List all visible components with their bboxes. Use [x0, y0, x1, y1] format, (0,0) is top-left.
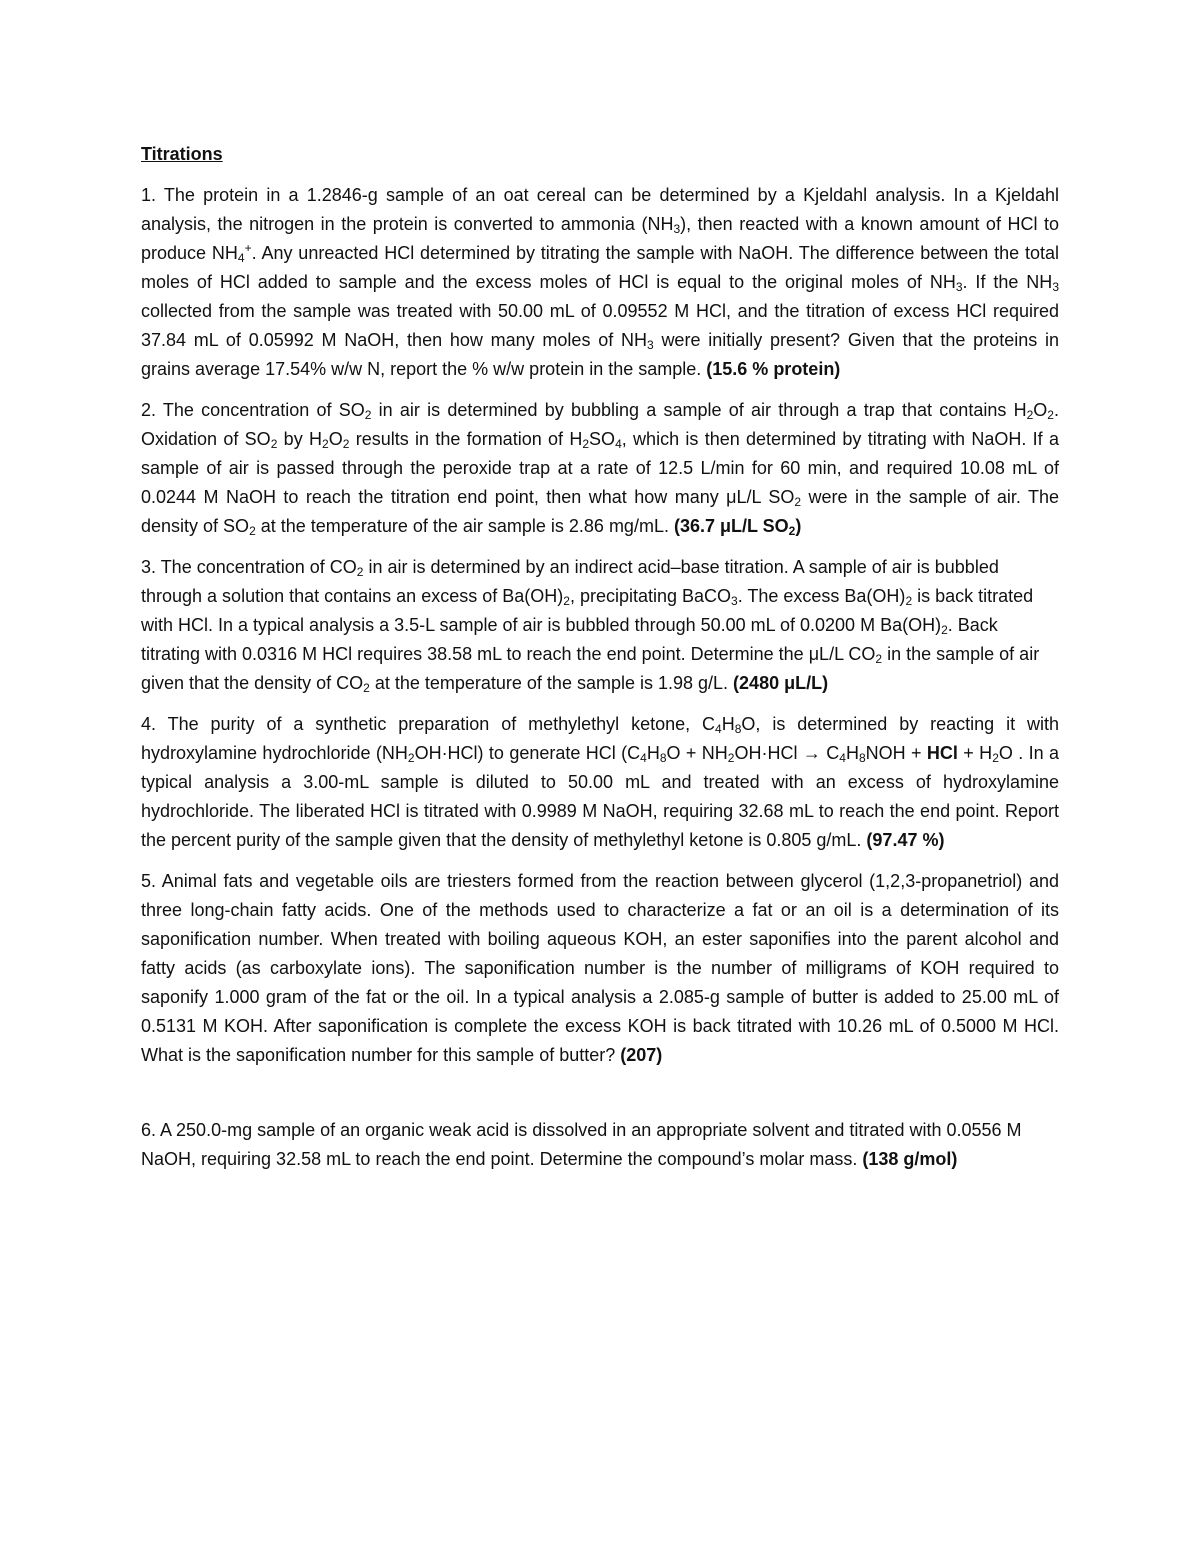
- subscript: 2: [992, 751, 999, 765]
- subscript: 3: [955, 280, 963, 294]
- subscript: 2: [322, 437, 329, 451]
- subscript: 4: [237, 251, 245, 265]
- subscript: 8: [858, 751, 866, 765]
- subscript: 2: [941, 623, 948, 637]
- problem-text: . Back titrating with 0.0316 M HCl requires 38.58 mL to reach the end point. Determine the μL/L CO: [141, 615, 998, 664]
- subscript: 2: [270, 437, 278, 451]
- subscript: 4: [839, 751, 846, 765]
- problem-text: The protein in a 1.2846-g sample of an oat cereal can be determined by a Kjeldahl analysis. In a Kjeldahl analysis, the nitrogen in the protein is converted to ammonia (NH: [141, 185, 1059, 234]
- subscript: 3: [646, 338, 654, 352]
- problem-text: . If the NH: [962, 272, 1053, 292]
- problem-text: SO: [589, 429, 616, 449]
- problem-text: + H: [957, 743, 993, 763]
- problem-text: collected from the sample was treated with 50.00 mL of 0.09552 M HCl, and the titration of excess HCl required 37.84 mL of 0.05992 M NaOH, then how many moles of NH: [141, 301, 1059, 350]
- problem-text: , precipitating BaCO: [569, 586, 732, 606]
- problem-text: Animal fats and vegetable oils are triesters formed from the reaction between glycerol (1,2,3-propanetriol) and three long-chain fatty acids. One of the methods used to characterize a fat or an oil is a determination of its saponification number. When treated with boiling aqueous KOH, an ester saponifies into the parent alcohol and fatty acids (as carboxylate ions). The saponification number is the number of milligrams of KOH required to saponify 1.000 gram of the fat or the oil. In a typical analysis a 2.085-g sample of butter is added to 25.00 mL of 0.5131 M KOH. After saponification is complete the excess KOH is back titrated with 10.26 mL of 0.5000 M HCl. What is the saponification number for this sample of butter?: [141, 871, 1059, 1065]
- problem-text: H: [646, 743, 660, 763]
- problem-text: . The excess Ba(OH): [737, 586, 906, 606]
- problem-text: ), then reacted with a known amount of HCl to produce NH: [141, 214, 1059, 263]
- problem-text: H: [721, 714, 735, 734]
- problem-text: H: [845, 743, 859, 763]
- problem-text: in air is determined by an indirect acid–base titration. A sample of air is bubbled through a solution that contains an excess of Ba(OH): [141, 557, 999, 606]
- bold-answer: (2480 μL/L): [733, 673, 829, 693]
- subscript: 4: [615, 437, 622, 451]
- document-page: [141, 140, 1059, 1186]
- problem-number: 6.: [141, 1120, 157, 1140]
- problem-text: results in the formation of H: [349, 429, 583, 449]
- bold-answer: HCl: [926, 743, 958, 763]
- bold-answer: (207): [620, 1045, 663, 1065]
- problem-text: . Any unreacted HCl determined by titrating the sample with NaOH. The difference between the total moles of HCl added to sample and the excess moles of HCl is equal to the original moles of NH: [141, 243, 1059, 292]
- problem-text: were in the sample of air. The density of SO: [141, 487, 1059, 536]
- problem-text: were initially present? Given that the proteins in grains average 17.54% w/w N, report the % w/w protein in the sample.: [141, 330, 1059, 379]
- subscript: 2: [407, 751, 415, 765]
- problem-text: NOH +: [865, 743, 927, 763]
- problem-text: The concentration of CO: [156, 557, 357, 577]
- subscript: 8: [734, 722, 742, 736]
- problem-text: is back titrated with HCl. In a typical analysis a 3.5-L sample of air is bubbled through 50.00 mL of 0.0200 M Ba(OH): [141, 586, 1034, 635]
- problem-text: at the temperature of the air sample is 2.86 mg/mL.: [255, 516, 674, 536]
- subscript: 3: [1052, 280, 1059, 294]
- problem-number: 2.: [141, 400, 157, 420]
- bold-answer: (15.6 % protein): [706, 359, 841, 379]
- subscript: 2: [1026, 408, 1034, 422]
- subscript: 8: [659, 751, 667, 765]
- problem-text: , which is then determined by titrating with NaOH. If a sample of air is passed through the peroxide trap at a rate of 12.5 L/min for 60 min, and required 10.08 mL of 0.0244 M NaOH to reach the titration end point, then what how many μL/L SO: [141, 429, 1060, 507]
- problem-text: O: [328, 429, 343, 449]
- problem-4: [141, 710, 1059, 855]
- problem-text: . Oxidation of SO: [141, 400, 1059, 449]
- subscript: 3: [731, 594, 738, 608]
- problem-3: [141, 553, 1059, 698]
- problem-text: in air is determined by bubbling a sample of air through a trap that contains H: [371, 400, 1027, 420]
- bold-answer: (36.7 μL/L SO: [673, 516, 789, 536]
- problem-text: A 250.0-mg sample of an organic weak acid is dissolved in an appropriate solvent and titrated with 0.0556 M NaOH, requiring 32.58 mL to reach the end point. Determine the compound’s molar mass.: [141, 1120, 1022, 1169]
- problem-text: The concentration of SO: [156, 400, 365, 420]
- subscript: 2: [905, 594, 913, 608]
- subscript: 4: [715, 722, 722, 736]
- bold-answer: (97.47 %): [866, 830, 945, 850]
- problem-text: O: [1033, 400, 1048, 420]
- subscript: 2: [249, 524, 256, 538]
- bold-answer: (138 g/mol): [862, 1149, 958, 1169]
- problem-2: [141, 396, 1059, 541]
- problem-number: 1.: [141, 185, 157, 205]
- problem-number: 4.: [141, 714, 157, 734]
- problem-text: The purity of a synthetic preparation of methylethyl ketone, C: [156, 714, 716, 734]
- subscript: 3: [673, 222, 681, 236]
- problem-text: OH·HCl: [734, 743, 803, 763]
- subscript: 4: [640, 751, 647, 765]
- bold-answer: →: [802, 743, 821, 763]
- subscript: 2: [364, 408, 372, 422]
- subscript: 2: [563, 594, 570, 608]
- problem-number: 5.: [141, 871, 157, 891]
- subscript: 2: [1047, 408, 1054, 422]
- superscript: +: [244, 241, 252, 255]
- subscript: 2: [794, 495, 802, 509]
- problem-text: O, is determined by reacting it with hydroxylamine hydrochloride (NH: [141, 714, 1059, 763]
- problem-text: O + NH: [666, 743, 728, 763]
- problem-number: 3.: [141, 557, 157, 577]
- subscript: 2: [342, 437, 350, 451]
- problem-text: O . In a typical analysis a 3.00-mL sample is diluted to 50.00 mL and treated with an excess of hydroxylamine hydrochloride. The liberated HCl is titrated with 0.9989 M NaOH, requiring 32.68 mL to reach the end point. Report the percent purity of the sample given that the density of methylethyl ketone is 0.805 g/mL.: [141, 743, 1060, 850]
- problem-text: OH·HCl) to generate HCl (C: [414, 743, 641, 763]
- subscript: 2: [875, 652, 883, 666]
- problem-6: [141, 1116, 1059, 1174]
- subscript: 2: [582, 437, 590, 451]
- problem-text: in the sample of air given that the density of CO: [141, 644, 1040, 693]
- subscript: 2: [356, 565, 364, 579]
- problem-text: C: [820, 743, 840, 763]
- bold-answer: ): [795, 516, 802, 536]
- bold-subscript: 2: [788, 524, 796, 538]
- problem-1: [141, 181, 1059, 384]
- problem-5: [141, 867, 1059, 1070]
- subscript: 2: [363, 681, 370, 695]
- problem-text: at the temperature of the sample is 1.98 g/L.: [369, 673, 734, 693]
- document-title: Titrations: [141, 144, 223, 164]
- problem-text: by H: [277, 429, 323, 449]
- subscript: 2: [727, 751, 735, 765]
